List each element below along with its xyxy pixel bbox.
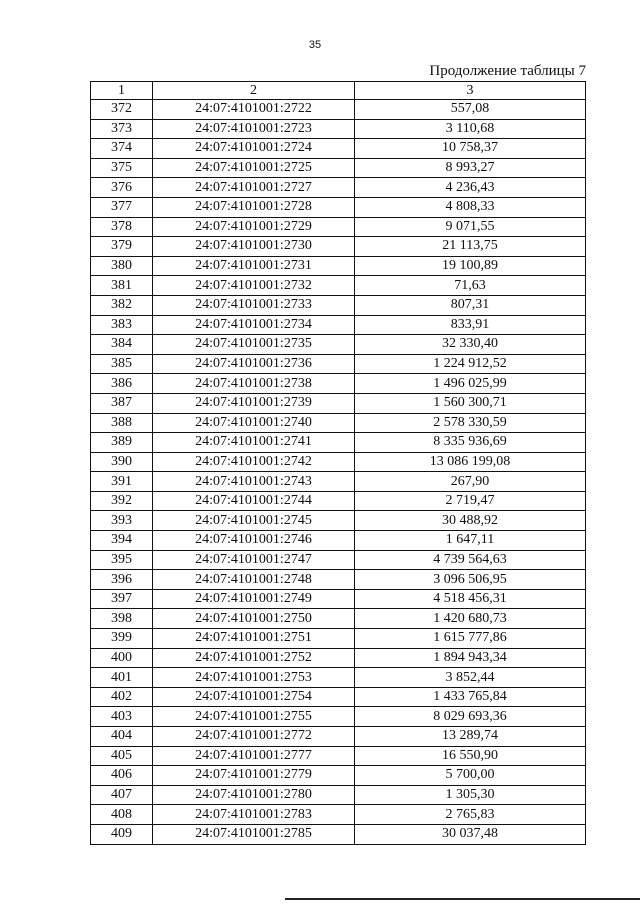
- header-cell-2: 2: [153, 82, 355, 100]
- cadastral-number-cell: 24:07:4101001:2744: [153, 491, 355, 511]
- row-number-cell: 409: [91, 824, 153, 844]
- row-number-cell: 392: [91, 491, 153, 511]
- table-row: [91, 119, 586, 139]
- table-row: [91, 197, 586, 217]
- value-cell: 4 739 564,63: [355, 550, 586, 570]
- cadastral-number-cell: 24:07:4101001:2752: [153, 648, 355, 668]
- row-number-cell: 399: [91, 629, 153, 649]
- table-row: [91, 433, 586, 453]
- table-row: [91, 531, 586, 551]
- cadastral-number-cell: 24:07:4101001:2723: [153, 119, 355, 139]
- cadastral-number-cell: 24:07:4101001:2783: [153, 805, 355, 825]
- table-row: [91, 570, 586, 590]
- table-row: [91, 785, 586, 805]
- row-number-cell: 375: [91, 158, 153, 178]
- value-cell: 1 894 943,34: [355, 648, 586, 668]
- cadastral-number-cell: 24:07:4101001:2734: [153, 315, 355, 335]
- row-number-cell: 376: [91, 178, 153, 198]
- row-number-cell: 380: [91, 256, 153, 276]
- cadastral-number-cell: 24:07:4101001:2747: [153, 550, 355, 570]
- cadastral-number-cell: 24:07:4101001:2738: [153, 374, 355, 394]
- value-cell: 13 289,74: [355, 727, 586, 747]
- table-row: [91, 315, 586, 335]
- cadastral-number-cell: 24:07:4101001:2732: [153, 276, 355, 296]
- cadastral-number-cell: 24:07:4101001:2755: [153, 707, 355, 727]
- row-number-cell: 377: [91, 197, 153, 217]
- value-cell: 3 110,68: [355, 119, 586, 139]
- cadastral-number-cell: 24:07:4101001:2754: [153, 687, 355, 707]
- row-number-cell: 385: [91, 354, 153, 374]
- row-number-cell: 383: [91, 315, 153, 335]
- table-row: [91, 295, 586, 315]
- row-number-cell: 401: [91, 668, 153, 688]
- row-number-cell: 388: [91, 413, 153, 433]
- row-number-cell: 407: [91, 785, 153, 805]
- table-row: [91, 276, 586, 296]
- value-cell: 16 550,90: [355, 746, 586, 766]
- table-row: [91, 335, 586, 355]
- value-cell: 557,08: [355, 100, 586, 120]
- row-number-cell: 406: [91, 766, 153, 786]
- cadastral-number-cell: 24:07:4101001:2727: [153, 178, 355, 198]
- table-row: [91, 629, 586, 649]
- table-row: [91, 100, 586, 120]
- value-cell: 71,63: [355, 276, 586, 296]
- table-row: [91, 413, 586, 433]
- row-number-cell: 378: [91, 217, 153, 237]
- row-number-cell: 402: [91, 687, 153, 707]
- table-row: [91, 256, 586, 276]
- value-cell: 1 560 300,71: [355, 393, 586, 413]
- value-cell: 4 518 456,31: [355, 589, 586, 609]
- table-row: [91, 139, 586, 159]
- value-cell: 4 236,43: [355, 178, 586, 198]
- cadastral-number-cell: 24:07:4101001:2750: [153, 609, 355, 629]
- table-row: [91, 550, 586, 570]
- cadastral-number-cell: 24:07:4101001:2751: [153, 629, 355, 649]
- cadastral-number-cell: 24:07:4101001:2741: [153, 433, 355, 453]
- value-cell: 13 086 199,08: [355, 452, 586, 472]
- data-table: [90, 81, 586, 845]
- value-cell: 2 578 330,59: [355, 413, 586, 433]
- row-number-cell: 389: [91, 433, 153, 453]
- table-row: [91, 511, 586, 531]
- bottom-edge-line: [285, 898, 640, 900]
- value-cell: 10 758,37: [355, 139, 586, 159]
- value-cell: 1 433 765,84: [355, 687, 586, 707]
- cadastral-number-cell: 24:07:4101001:2730: [153, 237, 355, 257]
- value-cell: 833,91: [355, 315, 586, 335]
- value-cell: 1 420 680,73: [355, 609, 586, 629]
- table-row: [91, 354, 586, 374]
- value-cell: 8 335 936,69: [355, 433, 586, 453]
- value-cell: 807,31: [355, 295, 586, 315]
- row-number-cell: 397: [91, 589, 153, 609]
- cadastral-number-cell: 24:07:4101001:2780: [153, 785, 355, 805]
- table-row: [91, 178, 586, 198]
- row-number-cell: 374: [91, 139, 153, 159]
- cadastral-number-cell: 24:07:4101001:2745: [153, 511, 355, 531]
- table-row: [91, 805, 586, 825]
- value-cell: 5 700,00: [355, 766, 586, 786]
- value-cell: 19 100,89: [355, 256, 586, 276]
- value-cell: 2 719,47: [355, 491, 586, 511]
- page-number: 35: [308, 39, 322, 51]
- value-cell: 1 615 777,86: [355, 629, 586, 649]
- cadastral-number-cell: 24:07:4101001:2777: [153, 746, 355, 766]
- cadastral-number-cell: 24:07:4101001:2779: [153, 766, 355, 786]
- header-cell-3: 3: [355, 82, 586, 100]
- row-number-cell: 395: [91, 550, 153, 570]
- row-number-cell: 373: [91, 119, 153, 139]
- table-row: [91, 668, 586, 688]
- row-number-cell: 384: [91, 335, 153, 355]
- table-row: [91, 589, 586, 609]
- row-number-cell: 393: [91, 511, 153, 531]
- table-row: [91, 472, 586, 492]
- cadastral-number-cell: 24:07:4101001:2729: [153, 217, 355, 237]
- cadastral-number-cell: 24:07:4101001:2725: [153, 158, 355, 178]
- row-number-cell: 387: [91, 393, 153, 413]
- cadastral-number-cell: 24:07:4101001:2722: [153, 100, 355, 120]
- value-cell: 30 488,92: [355, 511, 586, 531]
- cadastral-number-cell: 24:07:4101001:2753: [153, 668, 355, 688]
- row-number-cell: 400: [91, 648, 153, 668]
- table-row: [91, 687, 586, 707]
- table-row: [91, 707, 586, 727]
- cadastral-number-cell: 24:07:4101001:2735: [153, 335, 355, 355]
- cadastral-number-cell: 24:07:4101001:2772: [153, 727, 355, 747]
- row-number-cell: 381: [91, 276, 153, 296]
- table-row: [91, 217, 586, 237]
- value-cell: 9 071,55: [355, 217, 586, 237]
- header-row: [91, 82, 586, 100]
- value-cell: 3 096 506,95: [355, 570, 586, 590]
- value-cell: 1 224 912,52: [355, 354, 586, 374]
- cadastral-number-cell: 24:07:4101001:2731: [153, 256, 355, 276]
- table-row: [91, 393, 586, 413]
- row-number-cell: 386: [91, 374, 153, 394]
- value-cell: 32 330,40: [355, 335, 586, 355]
- cadastral-number-cell: 24:07:4101001:2733: [153, 295, 355, 315]
- row-number-cell: 394: [91, 531, 153, 551]
- row-number-cell: 404: [91, 727, 153, 747]
- row-number-cell: 390: [91, 452, 153, 472]
- cadastral-number-cell: 24:07:4101001:2740: [153, 413, 355, 433]
- table-body: [91, 82, 586, 845]
- table-caption: Продолжение таблицы 7: [429, 63, 586, 79]
- value-cell: 1 496 025,99: [355, 374, 586, 394]
- row-number-cell: 408: [91, 805, 153, 825]
- value-cell: 2 765,83: [355, 805, 586, 825]
- cadastral-number-cell: 24:07:4101001:2746: [153, 531, 355, 551]
- row-number-cell: 398: [91, 609, 153, 629]
- cadastral-number-cell: 24:07:4101001:2724: [153, 139, 355, 159]
- table-row: [91, 727, 586, 747]
- table-row: [91, 158, 586, 178]
- value-cell: 4 808,33: [355, 197, 586, 217]
- row-number-cell: 405: [91, 746, 153, 766]
- cadastral-number-cell: 24:07:4101001:2743: [153, 472, 355, 492]
- row-number-cell: 382: [91, 295, 153, 315]
- value-cell: 1 305,30: [355, 785, 586, 805]
- cadastral-number-cell: 24:07:4101001:2739: [153, 393, 355, 413]
- table-row: [91, 766, 586, 786]
- value-cell: 21 113,75: [355, 237, 586, 257]
- table-row: [91, 491, 586, 511]
- table-row: [91, 237, 586, 257]
- cadastral-number-cell: 24:07:4101001:2736: [153, 354, 355, 374]
- cadastral-number-cell: 24:07:4101001:2749: [153, 589, 355, 609]
- row-number-cell: 391: [91, 472, 153, 492]
- table-row: [91, 609, 586, 629]
- table-row: [91, 648, 586, 668]
- row-number-cell: 403: [91, 707, 153, 727]
- row-number-cell: 396: [91, 570, 153, 590]
- cadastral-number-cell: 24:07:4101001:2742: [153, 452, 355, 472]
- row-number-cell: 372: [91, 100, 153, 120]
- header-cell-1: 1: [91, 82, 153, 100]
- table-row: [91, 374, 586, 394]
- cadastral-number-cell: 24:07:4101001:2728: [153, 197, 355, 217]
- row-number-cell: 379: [91, 237, 153, 257]
- table-row: [91, 746, 586, 766]
- value-cell: 8 029 693,36: [355, 707, 586, 727]
- value-cell: 8 993,27: [355, 158, 586, 178]
- cadastral-number-cell: 24:07:4101001:2748: [153, 570, 355, 590]
- value-cell: 267,90: [355, 472, 586, 492]
- value-cell: 3 852,44: [355, 668, 586, 688]
- value-cell: 1 647,11: [355, 531, 586, 551]
- table-row: [91, 824, 586, 844]
- cadastral-number-cell: 24:07:4101001:2785: [153, 824, 355, 844]
- value-cell: 30 037,48: [355, 824, 586, 844]
- table-row: [91, 452, 586, 472]
